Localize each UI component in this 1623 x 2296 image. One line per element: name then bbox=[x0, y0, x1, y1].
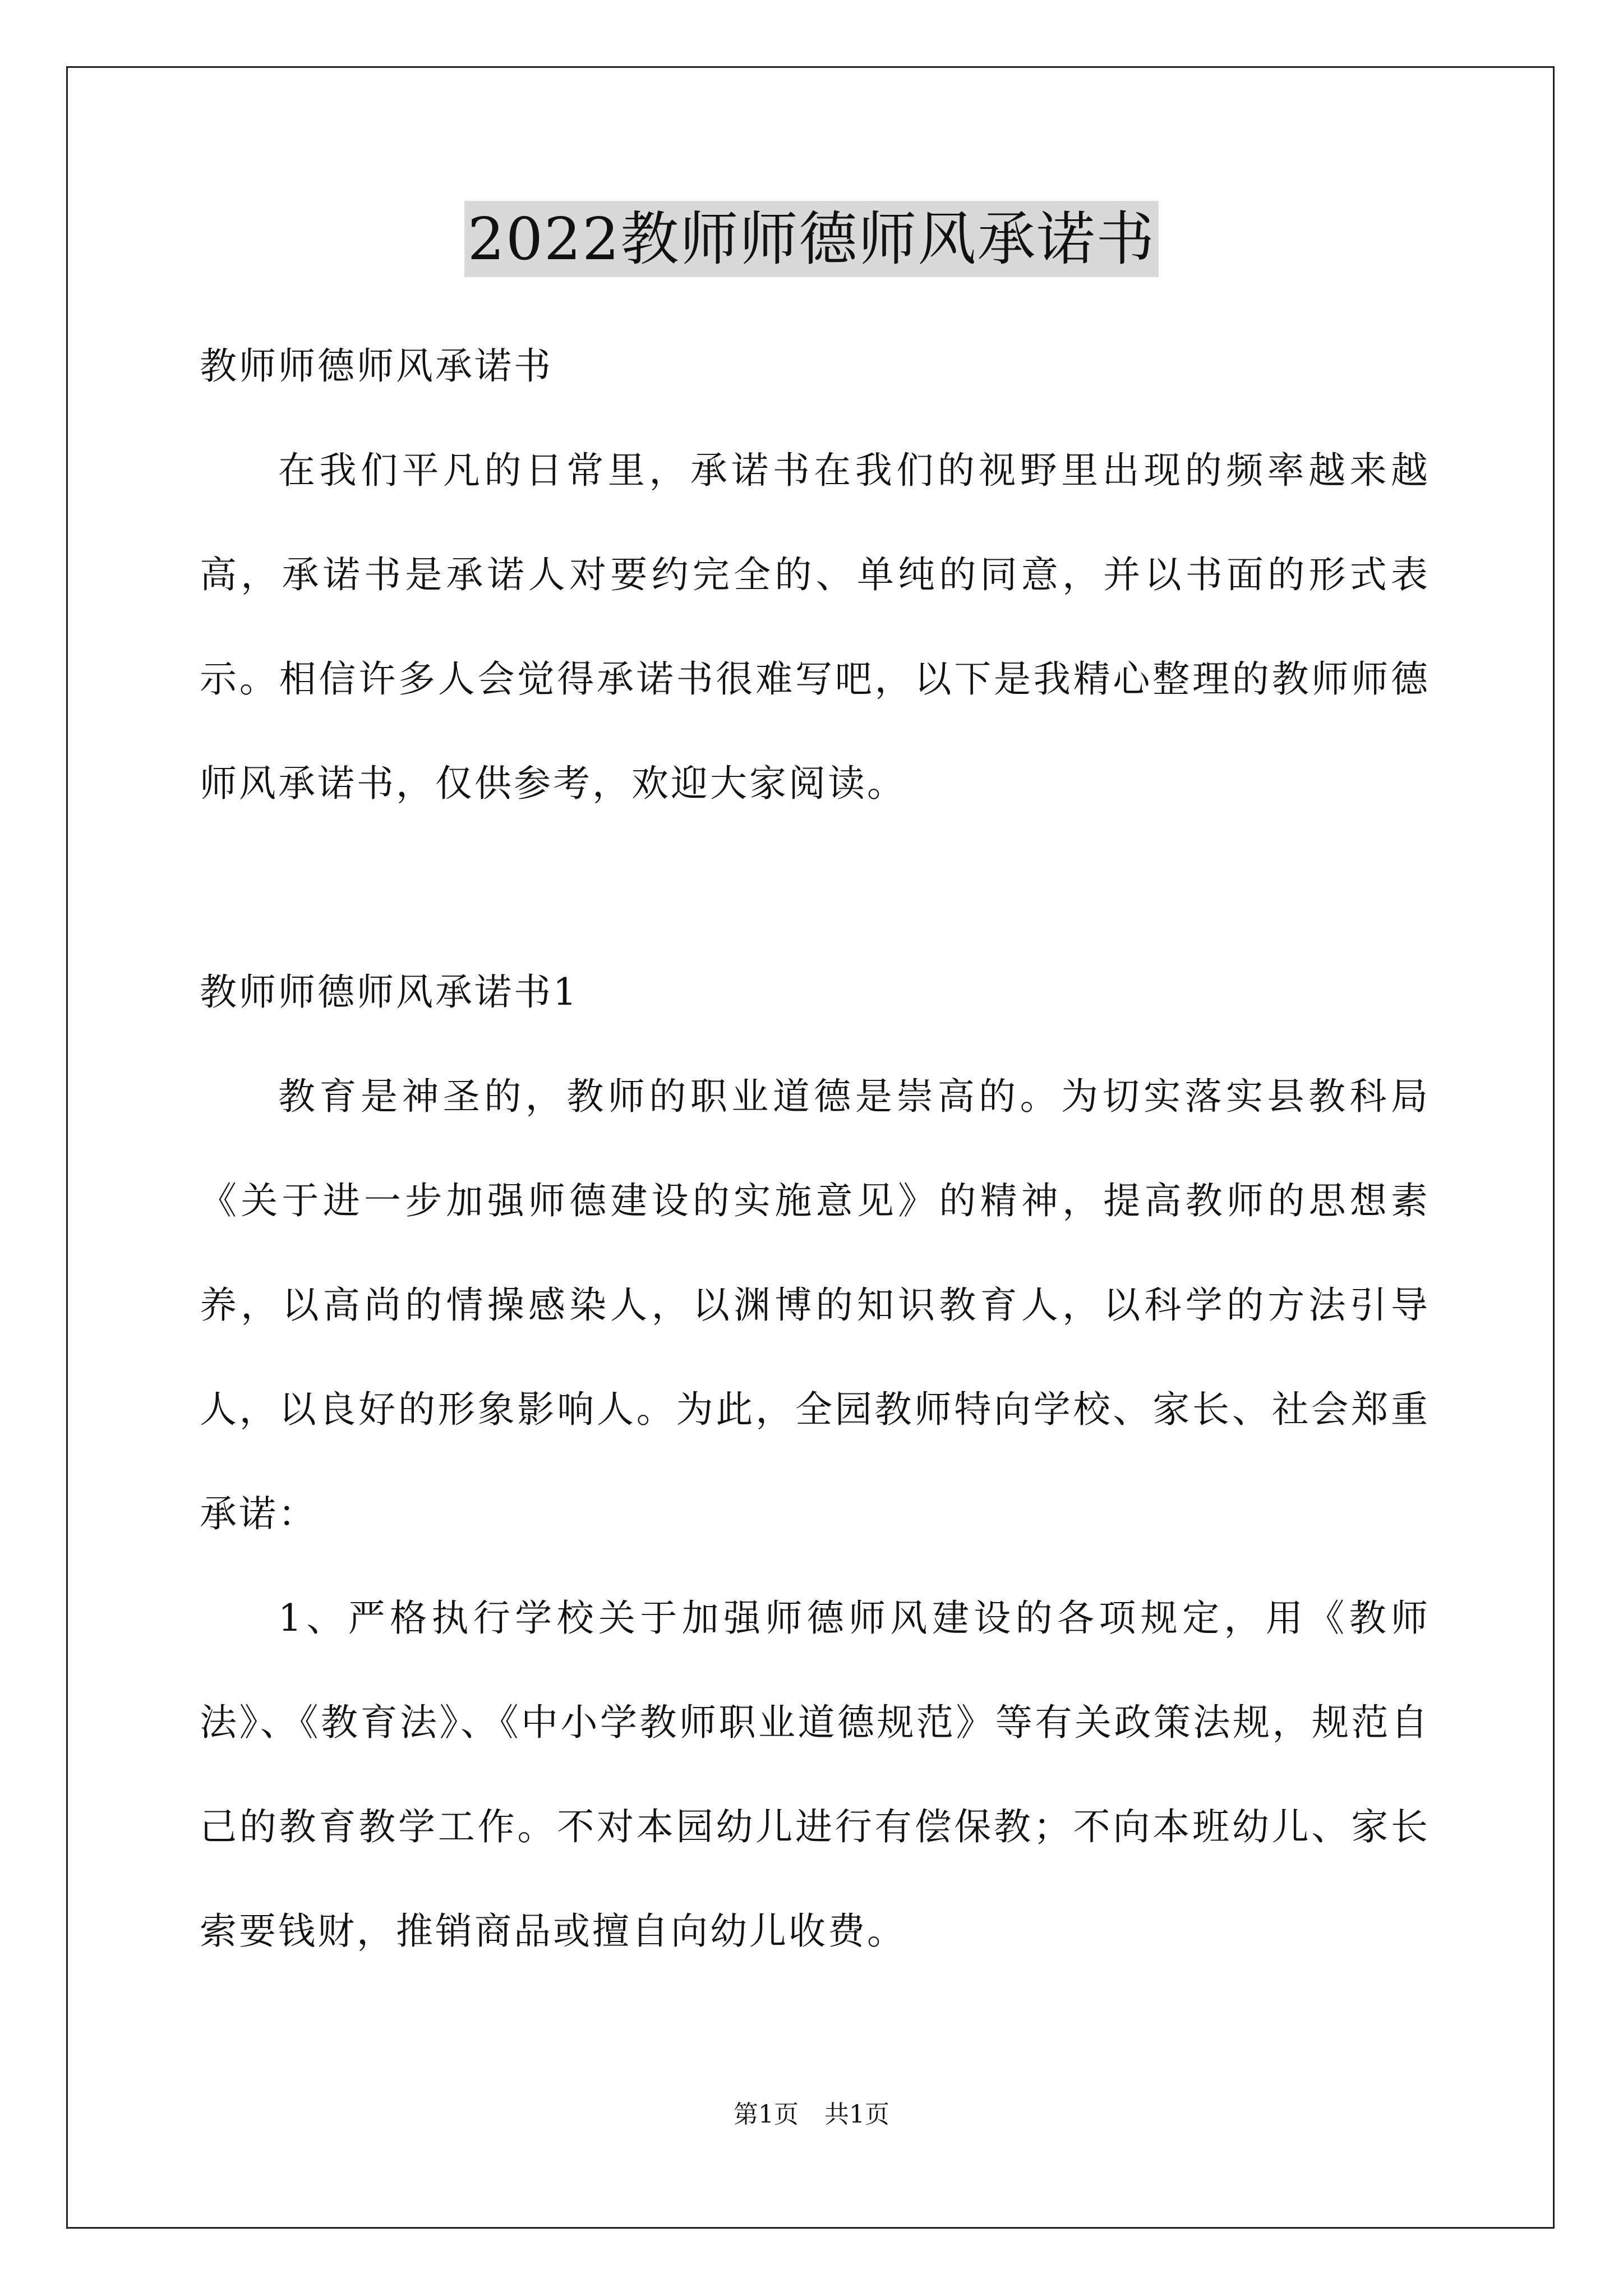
document-body bbox=[200, 314, 1430, 1984]
intro-paragraph: 在我们平凡的日常里，承诺书在我们的视野里出现的频率越来越高，承诺书是承诺人对要约完全的、单纯的同意，并以书面的形式表示。相信许多人会觉得承诺书很难写吧，以下是我精心整理的教师师德师风承诺书，仅供参考，欢迎大家阅读。 bbox=[200, 449, 1430, 805]
title-container bbox=[0, 201, 1623, 277]
body-paragraph-1: 教育是神圣的，教师的职业道德是崇高的。为切实落实县教科局《关于进一步加强师德建设的实施意见》的精神，提高教师的思想素养，以高尚的情操感染人，以渊博的知识教育人，以科学的方法引导人，以良好的形象影响人。为此，全园教师特向学校、家长、社会郑重承诺： bbox=[200, 1075, 1430, 1535]
document-subtitle: 教师师德师风承诺书 bbox=[200, 344, 553, 388]
page-number-current: 第1页 bbox=[734, 2100, 799, 2129]
section-heading: 教师师德师风承诺书1 bbox=[200, 970, 579, 1014]
page-number-total: 共1页 bbox=[824, 2100, 889, 2129]
body-paragraph-2: 1、严格执行学校关于加强师德师风建设的各项规定，用《教师法》、《教育法》、《中小学教师职业道德规范》等有关政策法规，规范自己的教育教学工作。不对本园幼儿进行有偿保教；不向本班幼儿、家长索要钱财，推销商品或擅自向幼儿收费。 bbox=[200, 1596, 1430, 1953]
page-footer bbox=[0, 2098, 1623, 2132]
document-title: 2022教师师德师风承诺书 bbox=[464, 201, 1159, 277]
